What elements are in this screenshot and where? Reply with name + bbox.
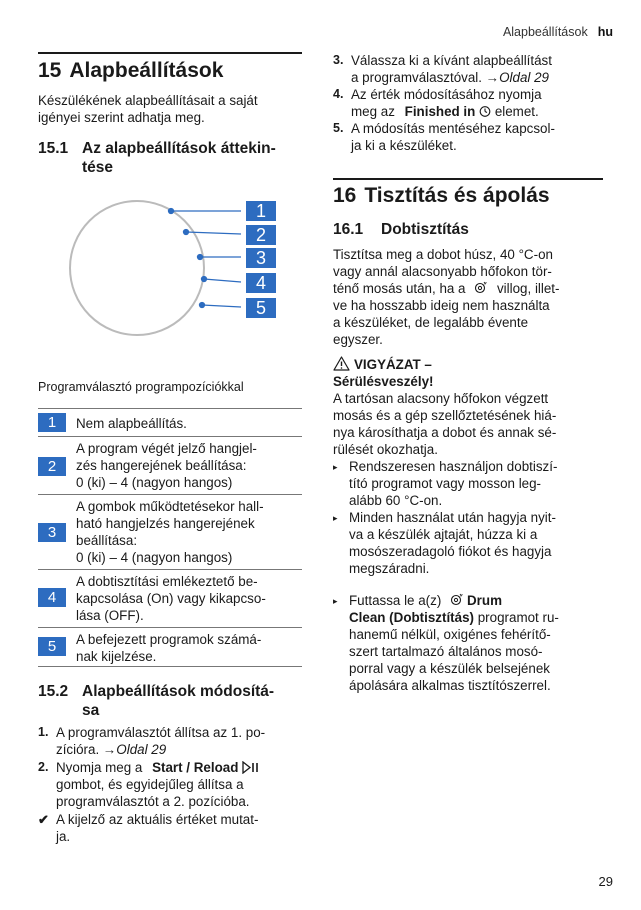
arrow-right-icon: →: [102, 742, 117, 757]
running-head-lang: hu: [597, 25, 613, 39]
row-text: A gombok működtetésekor hall-: [76, 499, 264, 514]
table-row: [38, 494, 302, 569]
bullet-triangle-icon: ▸: [333, 596, 338, 606]
row-text: A program végét jelző hangjel-: [76, 441, 257, 456]
step-1: 1. A programválasztót állítsa az 1. po- zícióra. →Oldal 29: [38, 725, 266, 757]
dobtisztitas-paragraph: Tisztítsa meg a dobot húsz, 40 °C-on vagy annál alacsonyabb hőfokon tör- ténő mosás után, ha a villog, illet- ve ha hosszabb ideig nem használta a készüléket, de legalább évente egyszer.: [333, 247, 560, 347]
row-text: Nem alapbeállítás.: [76, 416, 187, 431]
section-15-intro: [38, 92, 302, 126]
intro-line: Készülékének alapbeállításait a saját: [38, 93, 258, 108]
diagram-label-1: 1: [246, 201, 276, 221]
warning-triangle-icon: [333, 356, 350, 371]
play-pause-icon: [242, 761, 260, 774]
table-row: [38, 436, 302, 494]
step-4: 4. Az érték módosításához nyomja meg az Finished in elemet.: [333, 87, 542, 119]
diagram-label-3: 3: [246, 248, 276, 268]
section-number: 16: [333, 184, 357, 207]
subsection-15-1-heading: [38, 139, 302, 177]
row-text: 0 (ki) – 4 (nagyon hangos): [76, 550, 233, 565]
drum-clean-icon: [449, 593, 465, 606]
running-head: [503, 24, 613, 41]
section-rule: [38, 52, 302, 54]
diagram-caption: Programválasztó programpozíciókkal: [38, 380, 244, 394]
row-text: beállítása:: [76, 533, 138, 548]
subsection-number: 15.2: [38, 683, 69, 700]
steps-list-left: [38, 724, 302, 845]
section-title: Alapbeállítások: [69, 59, 224, 82]
row-text: 0 (ki) – 4 (nagyon hangos): [76, 475, 233, 490]
row-number-badge: 2: [38, 457, 66, 476]
steps-list-right: [333, 52, 603, 154]
page-reference-link[interactable]: →Oldal 29: [485, 70, 549, 85]
warning-title: VIGYÁZAT – Sérülésveszély!: [333, 357, 434, 389]
callout-lines: [169, 209, 242, 308]
selector-knob: [70, 201, 204, 335]
drum-clean-icon: [473, 281, 489, 294]
row-text: lása (OFF).: [76, 608, 144, 623]
bullet-triangle-icon: ▸: [333, 462, 338, 472]
checkmark-icon: ✔: [38, 812, 49, 827]
subsection-number: 16.1: [333, 221, 364, 238]
step-3: 3. Válassza ki a kívánt alapbeállítást a programválasztóval. →Oldal 29: [333, 53, 552, 85]
section-15-heading: [38, 58, 223, 83]
intro-line: igényei szerint adhatja meg.: [38, 110, 205, 125]
list-item: ▸ Rendszeresen használjon dobtiszí- tító programot vagy mosson leg- alább 60 °C-on.: [333, 459, 558, 508]
subsection-title: Dobtisztítás: [381, 221, 469, 238]
subsection-16-1-heading: [333, 220, 603, 239]
section-number: 15: [38, 59, 62, 82]
step-5: 5. A módosítás mentéséhez kapcsol- ja ki a készüléket.: [333, 121, 555, 153]
subsection-number: 15.1: [38, 140, 69, 157]
list-item: ▸ Minden használat után hagyja nyit- va a készülék ajtaját, húzza ki a mosószeradagoló fiókot és hagyja megszáradni.: [333, 510, 556, 576]
subsection-title: Az alapbeállítások áttekin- tése: [82, 140, 276, 176]
subsection-title: Alapbeállítások módosítá- sa: [82, 683, 275, 719]
row-text: kapcsolása (On) vagy kikapcso-: [76, 591, 266, 606]
timer-icon: [479, 105, 491, 117]
bullet-triangle-icon: ▸: [333, 513, 338, 523]
row-number-badge: 1: [38, 413, 66, 432]
diagram-label-4: 4: [246, 273, 276, 293]
page-number: 29: [598, 874, 613, 889]
section-rule: [333, 178, 603, 180]
table-row: [38, 627, 302, 667]
row-text: nak kijelzése.: [76, 649, 157, 664]
table-row: [38, 408, 302, 436]
row-text: A befejezett programok számá-: [76, 632, 262, 647]
step-result: ✔ A kijelző az aktuális értéket mutat- ja.: [38, 812, 259, 844]
row-number-badge: 3: [38, 523, 66, 542]
row-number-badge: 4: [38, 588, 66, 607]
diagram-label-5: 5: [246, 298, 276, 318]
row-number-badge: 5: [38, 637, 66, 656]
subsection-15-2-heading: [38, 682, 302, 720]
table-row: [38, 569, 302, 627]
row-text: zés hangerejének beállítása:: [76, 458, 247, 473]
start-reload-button-label: Start / Reload: [152, 760, 239, 775]
finished-in-button-label: Finished in: [404, 104, 476, 119]
warning-block: VIGYÁZAT – Sérülésveszély! A tartósan alacsony hőfokon végzett mosás és a gép szellőztetésének hiá- nya károsíthatja a dobot és annak sé- rülését okozhatja. ▸ Rendszeresen használjon dobtiszí- tító programot vagy mosson leg- alább 60 °C-on. ▸ Minden használat után hagyja nyit- va a készülék ajtaját, húzza ki a mosószeradagoló fiókot és hagyja megszáradni.: [333, 356, 605, 577]
row-text: ható hangjelzés hangerejének: [76, 516, 255, 531]
arrow-right-icon: →: [485, 70, 500, 85]
section-title: Tisztítás és ápolás: [364, 184, 550, 207]
diagram-label-2: 2: [246, 225, 276, 245]
row-text: A dobtisztítási emlékeztető be-: [76, 574, 258, 589]
page-reference-link[interactable]: →Oldal 29: [102, 742, 167, 757]
drum-clean-program-label: Drum: [467, 593, 502, 608]
section-16-heading: [333, 183, 550, 208]
step-2: 2. Nyomja meg a Start / Reload gombot, és egyidejűleg állítsa a programválasztót a 2. pozícióba.: [38, 759, 302, 810]
drum-clean-step: ▸ Futtassa le a(z) Drum Clean (Dobtisztítás) programot ru- hanemű nélkül, oxigénes fehérítő- szert tartalmazó általános mosó- porral vagy a készülék belsejének ápolására alkalmas tisztítószerrel.: [333, 593, 559, 693]
running-head-section: Alapbeállítások: [502, 25, 588, 39]
